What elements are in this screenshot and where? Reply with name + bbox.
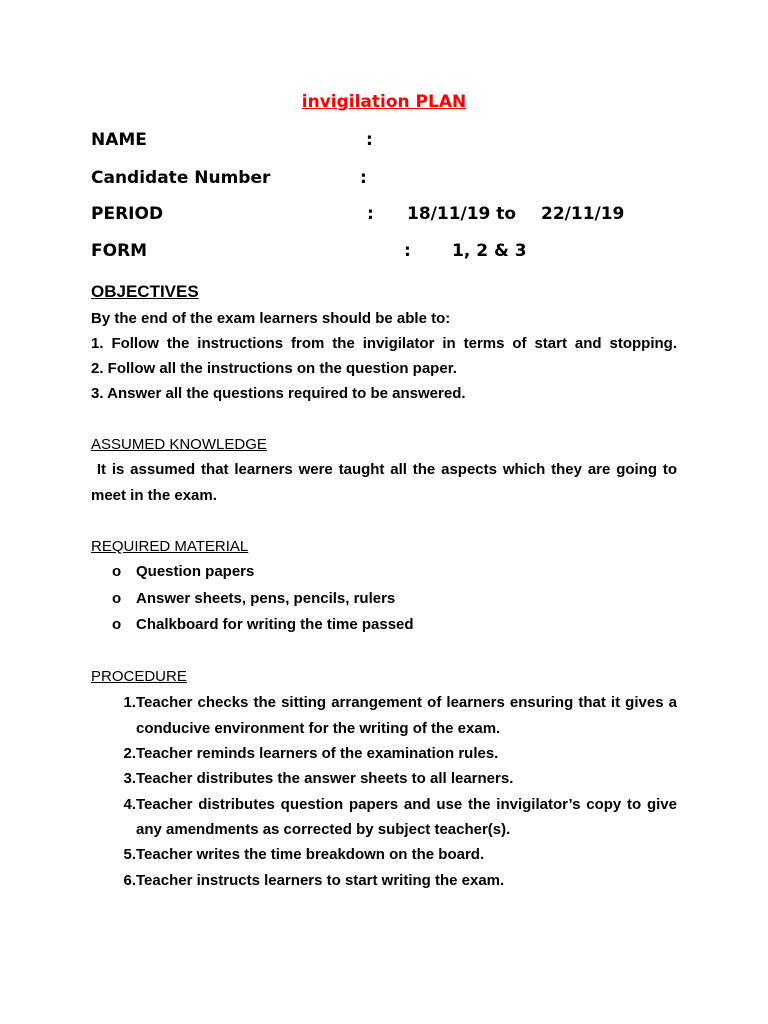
period-label: PERIOD	[91, 204, 164, 224]
candidate-number-colon: :	[360, 168, 367, 188]
document-title: invigilation PLAN	[301, 92, 467, 112]
material-item-text: Answer sheets, pens, pencils, rulers	[136, 590, 396, 607]
objective-item: 3. Answer all the questions required to be answered.	[91, 385, 466, 402]
procedure-number: 3.	[123, 770, 136, 787]
bullet-marker: o	[112, 616, 122, 633]
list-item	[112, 616, 414, 633]
list-item	[112, 563, 254, 580]
list-item	[108, 745, 677, 762]
procedure-text: Teacher instructs learners to start writing the exam.	[136, 872, 505, 889]
procedure-number: 4.	[123, 796, 136, 813]
period-to: 22/11/19	[541, 204, 625, 224]
list-item	[108, 770, 677, 787]
objective-item: 2. Follow all the instructions on the question paper.	[91, 360, 457, 377]
procedure-text: Teacher checks the sitting arrangement of learners ensuring that it gives a	[136, 694, 677, 711]
period-colon: :	[367, 204, 374, 224]
assumed-knowledge-heading: ASSUMED KNOWLEDGE	[91, 436, 267, 453]
required-material-heading: REQUIRED MATERIAL	[91, 538, 249, 555]
material-item-text: Chalkboard for writing the time passed	[136, 616, 414, 633]
name-colon: :	[366, 130, 373, 150]
candidate-number-label: Candidate Number	[91, 168, 271, 188]
procedure-text-continued: any amendments as corrected by subject teacher(s).	[136, 821, 511, 838]
list-item	[108, 846, 677, 863]
objectives-heading: OBJECTIVES	[91, 282, 199, 301]
period-from: 18/11/19 to	[407, 204, 517, 224]
objective-item: 1. Follow the instructions from the invigilator in terms of start and stopping.	[91, 335, 677, 352]
objectives-intro: By the end of the exam learners should be able to:	[91, 310, 451, 327]
procedure-heading: PROCEDURE	[91, 668, 187, 685]
list-item	[108, 694, 677, 711]
list-item	[112, 590, 395, 607]
procedure-number: 1.	[123, 694, 136, 711]
procedure-text: Teacher distributes the answer sheets to all learners.	[136, 770, 514, 787]
procedure-number: 2.	[123, 745, 136, 762]
procedure-number: 5.	[123, 846, 136, 863]
procedure-text: Teacher writes the time breakdown on the board.	[136, 846, 485, 863]
form-colon: :	[404, 241, 411, 261]
material-item-text: Question papers	[136, 563, 255, 580]
form-label: FORM	[91, 241, 148, 261]
assumed-knowledge-line: It is assumed that learners were taught all the aspects which they are going to	[91, 461, 677, 478]
bullet-marker: o	[112, 563, 122, 580]
procedure-number: 6.	[123, 872, 136, 889]
procedure-text: Teacher reminds learners of the examination rules.	[136, 745, 499, 762]
assumed-knowledge-line: meet in the exam.	[91, 487, 217, 504]
bullet-marker: o	[112, 590, 122, 607]
procedure-text: Teacher distributes question papers and use the invigilator’s copy to give	[136, 796, 677, 813]
name-label: NAME	[91, 130, 147, 150]
procedure-text-continued: conducive environment for the writing of the exam.	[136, 720, 501, 737]
form-value: 1, 2 & 3	[452, 241, 527, 261]
list-item	[108, 796, 677, 813]
list-item	[108, 872, 677, 889]
